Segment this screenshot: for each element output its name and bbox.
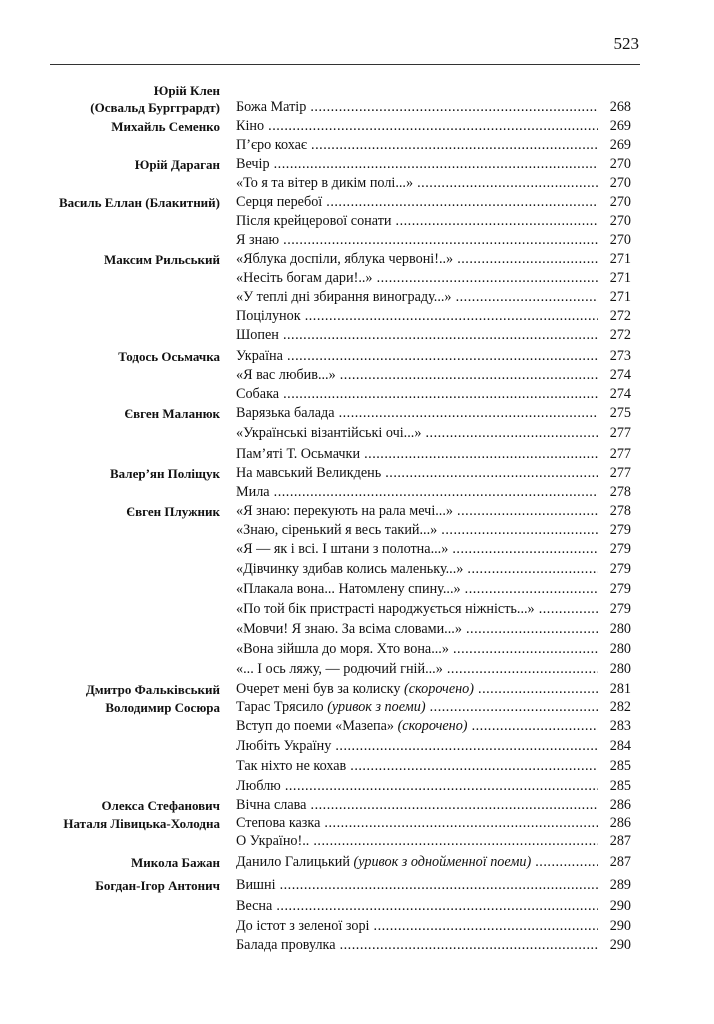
toc-row [0, 936, 714, 955]
toc-title-text: «Я знаю: перекують на рала мечі...» [236, 503, 453, 519]
toc-page-number: 270 [609, 213, 631, 229]
toc-page-number: 275 [609, 405, 631, 421]
toc-author: Валер’ян Поліщук [110, 466, 220, 481]
toc-title-text: Вечір [236, 156, 270, 172]
toc-title [236, 777, 598, 796]
toc-row [0, 326, 714, 345]
toc-title [236, 326, 598, 345]
toc-title [236, 660, 598, 679]
toc-page-number: 290 [609, 918, 631, 934]
toc-title [236, 717, 598, 736]
toc-title [236, 560, 598, 579]
toc-title [236, 155, 598, 174]
toc-page-number: 274 [609, 386, 631, 402]
toc-row [0, 174, 714, 193]
toc-row [0, 832, 714, 851]
toc-row [0, 464, 714, 483]
toc-page-number: 270 [609, 232, 631, 248]
toc-page-number: 289 [609, 877, 631, 893]
page-number: 523 [613, 34, 639, 53]
toc-title-text: «То я та вітер в дикім полі...» [236, 175, 414, 191]
toc-row [0, 540, 714, 559]
toc-row [0, 404, 714, 423]
toc-author: Михайль Семенко [111, 119, 220, 134]
toc-row [0, 698, 714, 717]
toc-title-text: «Плакала вона... Натомлену спину...» [236, 581, 461, 597]
toc-page-number: 270 [609, 156, 631, 172]
toc-author: Юрій Дараган [134, 157, 220, 172]
toc-title-text: Собака [236, 386, 280, 402]
toc-title-text: «... І ось ляжу, — родючий гній...» [236, 661, 443, 677]
toc-page-number: 279 [609, 601, 631, 617]
toc-title [236, 698, 598, 717]
header-rule [50, 64, 640, 65]
toc-page-number: 285 [609, 758, 631, 774]
toc-page-number: 278 [609, 484, 631, 500]
toc-page-number: 290 [609, 937, 631, 953]
toc-title-text: Так ніхто не кохав [236, 758, 347, 774]
toc-title [236, 385, 598, 404]
toc-title-text: «Вона зійшла до моря. Хто вона...» [236, 641, 449, 657]
toc-author: Володимир Сосюра [105, 700, 220, 715]
toc-page-number: 279 [609, 522, 631, 538]
toc-author: Микола Бажан [131, 855, 220, 870]
toc-title-text: «По той бік пристрасті народжується ніжність...» [236, 601, 535, 617]
toc-author: (Освальд Бурггрардт) [90, 100, 220, 115]
toc-title [236, 231, 598, 250]
toc-title-text: О Україно!.. [236, 833, 310, 849]
toc-title [236, 502, 598, 521]
toc-row [0, 917, 714, 936]
toc-title [236, 876, 598, 895]
toc-row [0, 876, 714, 895]
toc-title-text: Кіно [236, 118, 265, 134]
toc-title-text: Вишні [236, 877, 276, 893]
toc-row [0, 560, 714, 579]
toc-row [0, 600, 714, 619]
toc-row [0, 385, 714, 404]
toc-title-text: Люблю [236, 778, 281, 794]
toc-title-text: «Яблука доспіли, яблука червоні!..» [236, 251, 454, 267]
toc-row [0, 737, 714, 756]
toc-page-number: 286 [609, 797, 631, 813]
toc-page-number: 278 [609, 503, 631, 519]
toc-page-number: 279 [609, 541, 631, 557]
toc-title [236, 757, 598, 776]
toc-title-note: (уривок з поеми) [327, 699, 426, 715]
toc-title-text: «Несіть богам дари!..» [236, 270, 373, 286]
toc-page-number: 271 [609, 289, 631, 305]
toc-title [236, 600, 598, 619]
toc-title [236, 483, 598, 502]
toc-row [0, 155, 714, 174]
toc-author: Олекса Стефанович [101, 798, 220, 813]
toc-title [236, 853, 598, 872]
toc-title-text: Тарас Трясило [236, 699, 328, 715]
toc-page-number: 269 [609, 137, 631, 153]
toc-page-number: 274 [609, 367, 631, 383]
toc-title-text: Весна [236, 898, 273, 914]
toc-row [0, 212, 714, 231]
toc-author: Наталя Лівицька-Холодна [63, 816, 220, 831]
toc-page-number: 283 [609, 718, 631, 734]
toc-row [0, 897, 714, 916]
toc-author: Василь Еллан (Блакитний) [58, 195, 220, 210]
toc-row [0, 269, 714, 288]
toc-title [236, 680, 598, 699]
toc-title-text: «Знаю, сіренький я весь такий...» [236, 522, 438, 538]
toc-title-text: Вступ до поеми «Мазепа» [236, 718, 398, 734]
toc-title [236, 117, 598, 136]
toc-author: Максим Рильський [103, 252, 220, 267]
toc-author: Євген Маланюк [124, 406, 220, 421]
toc-title-text: Вічна слава [236, 797, 307, 813]
toc-row [0, 640, 714, 659]
toc-author: Дмитро Фальківський [85, 682, 220, 697]
toc-row [0, 424, 714, 443]
toc-title [236, 796, 598, 815]
toc-row [0, 98, 714, 117]
toc-title-text: Данило Галицький [236, 854, 354, 870]
toc-title-text: Любіть Україну [236, 738, 332, 754]
toc-title [236, 897, 598, 916]
toc-author: Тодось Осьмачка [118, 349, 220, 364]
toc-title [236, 620, 598, 639]
toc-row [0, 660, 714, 679]
toc-title [236, 464, 598, 483]
toc-page-number: 287 [609, 854, 631, 870]
toc-page-number: 285 [609, 778, 631, 794]
toc-row [0, 366, 714, 385]
toc-title-text: Балада провулка [236, 937, 336, 953]
toc-page-number: 270 [609, 194, 631, 210]
toc-title-text: Поцілунок [236, 308, 301, 324]
toc-author: Юрій Клен [153, 83, 220, 98]
toc-title [236, 640, 598, 659]
toc-page-number: 270 [609, 175, 631, 191]
toc-title [236, 366, 598, 385]
toc-row [0, 193, 714, 212]
toc-title [236, 814, 598, 833]
toc-title [236, 540, 598, 559]
toc-title-text: Очерет мені був за колиску [236, 681, 405, 697]
toc-title-text: Після крейцерової сонати [236, 213, 392, 229]
toc-title-text: «Дівчинку здибав колись маленьку...» [236, 561, 464, 577]
toc-title [236, 424, 598, 443]
toc-row [0, 231, 714, 250]
toc-page-number: 273 [609, 348, 631, 364]
toc-title [236, 580, 598, 599]
toc-author: Євген Плужник [126, 504, 220, 519]
toc-title-text: П’єро кохає [236, 137, 307, 153]
toc-title [236, 307, 598, 326]
toc-page-number: 281 [609, 681, 631, 697]
toc-page-number: 277 [609, 425, 631, 441]
toc-title-note: (скорочено) [404, 681, 474, 697]
toc-title [236, 174, 598, 193]
toc-title [236, 347, 598, 366]
toc-row [0, 502, 714, 521]
toc-page-number: 277 [609, 465, 631, 481]
toc-page-number: 280 [609, 661, 631, 677]
toc-title-note: (скорочено) [397, 718, 468, 734]
toc-title-text: Степова казка [236, 815, 321, 831]
toc-title [236, 98, 598, 117]
toc-page-number: 271 [609, 251, 631, 267]
toc-title-text: Мила [236, 484, 270, 500]
toc-title [236, 936, 598, 955]
toc-title-text: Я знаю [236, 232, 280, 248]
toc-row [0, 853, 714, 872]
toc-title [236, 212, 598, 231]
toc-title-text: На мавський Великдень [236, 465, 382, 481]
toc-row [0, 757, 714, 776]
toc-row [0, 814, 714, 833]
toc-page-number: 290 [609, 898, 631, 914]
toc-row [0, 717, 714, 736]
toc-row [0, 136, 714, 155]
toc-row [0, 777, 714, 796]
toc-title [236, 737, 598, 756]
toc-row [0, 347, 714, 366]
toc-row [0, 117, 714, 136]
toc-row [0, 483, 714, 502]
toc-title-text: «Мовчи! Я знаю. За всіма словами...» [236, 621, 462, 637]
toc-row [0, 680, 714, 699]
toc-page-number: 280 [609, 621, 631, 637]
toc-title [236, 404, 598, 423]
toc-title [236, 288, 598, 307]
toc-title [236, 136, 598, 155]
toc-title [236, 917, 598, 936]
toc-title [236, 445, 598, 464]
toc-page-number: 284 [609, 738, 631, 754]
toc-page-number: 272 [609, 327, 631, 343]
toc-page-number: 268 [609, 99, 631, 115]
toc-page-number: 271 [609, 270, 631, 286]
toc-title [236, 832, 598, 851]
toc-title-text: «У теплі дні збирання винограду...» [236, 289, 452, 305]
toc-title-note: (уривок з однойменної поеми) [353, 854, 532, 870]
toc-page-number: 279 [609, 581, 631, 597]
toc-title-text: «Українські візантійські очі...» [236, 425, 422, 441]
toc-title-text: Божа Матір [236, 99, 307, 115]
toc-row [0, 288, 714, 307]
toc-title-text: Варязька балада [236, 405, 335, 421]
toc-page-number: 269 [609, 118, 631, 134]
toc-title-text: До істот з зеленої зорі [236, 918, 370, 934]
toc-row [0, 307, 714, 326]
toc-title-text: «Я вас любив...» [236, 367, 336, 383]
toc-page-number: 287 [609, 833, 631, 849]
toc-row [0, 796, 714, 815]
toc-row [0, 445, 714, 464]
toc-title-text: Серця перебої [236, 194, 323, 210]
toc-page-number: 279 [609, 561, 631, 577]
toc-page-number: 272 [609, 308, 631, 324]
toc-title-text: «Я — як і всі. І штани з полотна...» [236, 541, 449, 557]
toc-row [0, 521, 714, 540]
toc-title [236, 521, 598, 540]
toc-row [0, 250, 714, 269]
toc-author: Богдан-Ігор Антонич [95, 878, 220, 893]
toc-title [236, 250, 598, 269]
toc-row [0, 580, 714, 599]
toc-page-number: 286 [609, 815, 631, 831]
toc-title [236, 269, 598, 288]
toc-title [236, 193, 598, 212]
toc-title-text: Україна [236, 348, 283, 364]
toc-page-number: 280 [609, 641, 631, 657]
toc-page-number: 282 [609, 699, 631, 715]
toc-row [0, 620, 714, 639]
toc-title-text: Шопен [236, 327, 279, 343]
toc-page-number: 277 [609, 446, 631, 462]
toc-title-text: Пам’яті Т. Осьмачки [236, 446, 361, 462]
